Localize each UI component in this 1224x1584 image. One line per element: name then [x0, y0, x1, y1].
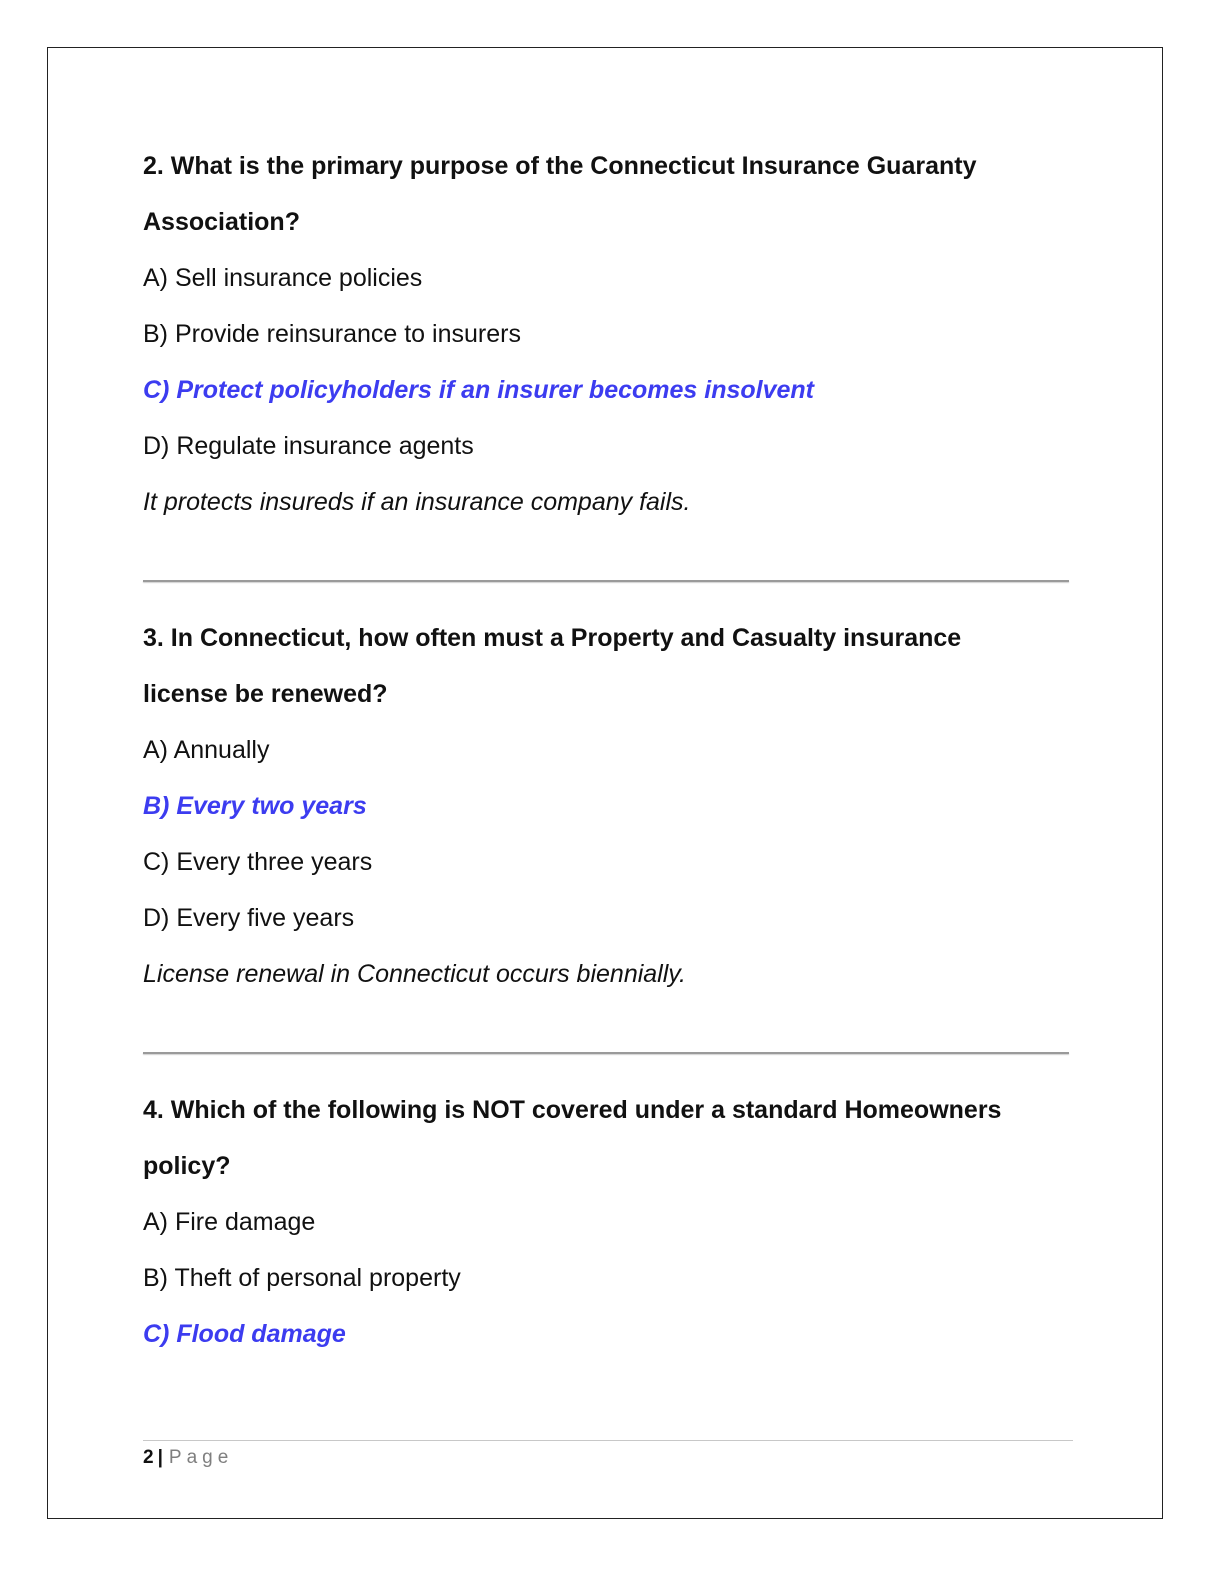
answer-option-d: D) Every five years	[143, 904, 355, 932]
question-block	[143, 1082, 1073, 1362]
page-content	[143, 138, 1073, 1362]
answer-option-a: A) Fire damage	[143, 1208, 316, 1236]
question-text-line: policy?	[143, 1152, 231, 1180]
answer-option-b: B) Provide reinsurance to insurers	[143, 320, 521, 348]
correct-answer-option-b: B) Every two years	[143, 792, 367, 820]
answer-explanation: It protects insureds if an insurance company fails.	[143, 488, 691, 516]
answer-option-b: B) Theft of personal property	[143, 1264, 461, 1292]
question-divider	[143, 580, 1069, 582]
page-number: 2	[143, 1447, 154, 1468]
question-divider	[143, 1052, 1069, 1054]
correct-answer-option-c: C) Flood damage	[143, 1320, 346, 1348]
correct-answer-option-c: C) Protect policyholders if an insurer becomes insolvent	[143, 376, 814, 404]
page-footer	[143, 1446, 233, 1470]
question-text-line: Association?	[143, 208, 300, 236]
question-block	[143, 610, 1073, 1002]
answer-option-c: C) Every three years	[143, 848, 373, 876]
answer-option-a: A) Sell insurance policies	[143, 264, 423, 292]
question-block	[143, 138, 1073, 530]
answer-option-d: D) Regulate insurance agents	[143, 432, 474, 460]
question-text-line: 4. Which of the following is NOT covered under a standard Homeowners	[143, 1096, 1002, 1124]
page-label: Page	[168, 1447, 234, 1468]
answer-option-a: A) Annually	[143, 736, 270, 764]
footer-rule	[143, 1440, 1073, 1441]
answer-explanation: License renewal in Connecticut occurs biennially.	[143, 960, 686, 988]
footer-separator: |	[157, 1447, 163, 1468]
question-text-line: 2. What is the primary purpose of the Connecticut Insurance Guaranty	[143, 152, 977, 180]
question-text-line: license be renewed?	[143, 680, 388, 708]
question-text-line: 3. In Connecticut, how often must a Property and Casualty insurance	[143, 624, 962, 652]
